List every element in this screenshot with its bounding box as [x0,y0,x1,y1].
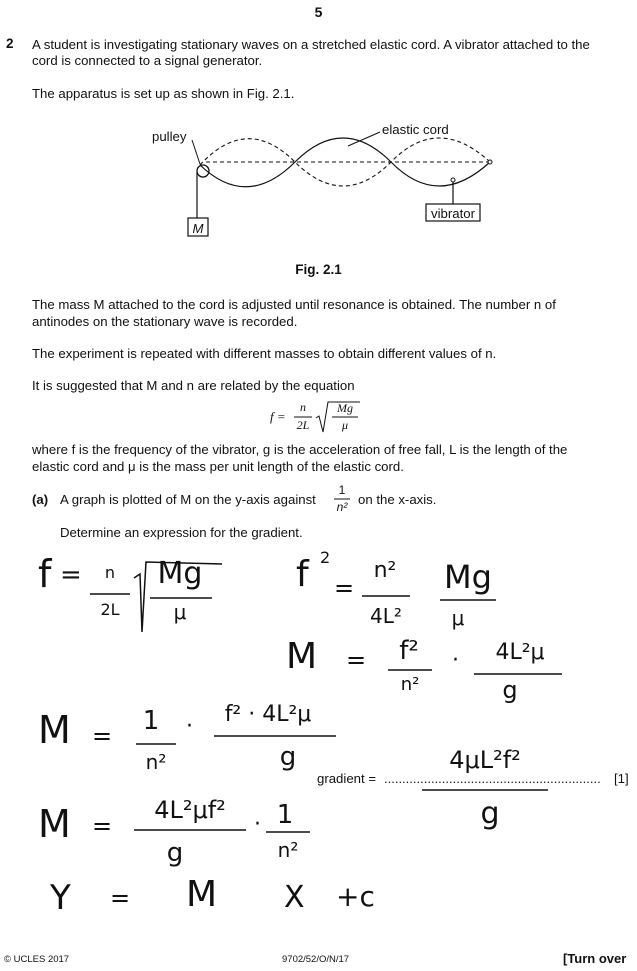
part-a-after: on the x-axis. [358,492,437,507]
footer-code: 9702/52/O/N/17 [282,954,350,965]
hw-r1-mu: μ [451,606,465,630]
eq-root-num: Mg [337,401,353,415]
mass-text-2: antinodes on the stationary wave is recorded. [32,314,298,329]
hw-l1-eq: = [60,560,82,590]
intro-line-1: A student is investigating stationary waves on a stretched elastic cord. A vibrator attached to the [32,37,590,52]
hw-l2-dot: · [186,714,193,739]
mass-text-1: The mass M attached to the cord is adjusted until resonance is obtained. The number n of [32,297,556,312]
figure-2-1 [140,112,500,252]
hw-r2-n2: n² [400,674,420,695]
hw-l1-n: n [104,563,116,582]
hw-r1-eq: = [334,574,355,602]
hw-l3-M: M [38,802,71,846]
turn-over: [Turn over [563,951,627,966]
eq-den: 2L [296,418,310,432]
setup-text: The apparatus is set up as shown in Fig. 2.1. [32,86,295,101]
footer-copyright: © UCLES 2017 [4,954,70,965]
intro-line-2: cord is connected to a signal generator. [32,53,263,68]
eq-lines [270,400,380,436]
hw-l3-g: g [166,838,184,868]
hw-r2-dot: · [452,648,459,673]
hw-l1-Mg: Mg [157,556,203,591]
gradient-label: gradient = [317,771,377,786]
page-number: 5 [314,4,323,20]
vibrator-attach [451,178,455,182]
pulley-leader [192,140,200,164]
hw-l3-num: 4L²μf² [154,796,226,824]
hw-r1-n2: n² [373,558,397,583]
vibrator-label: vibrator [431,206,475,221]
figure-caption: Fig. 2.1 [295,262,342,277]
where-text-1: where f is the frequency of the vibrator, g is the acceleration of free fall, L is the length of the [32,442,568,457]
part-a-text [60,491,316,508]
mass-label: M [192,221,204,236]
part-a-frac-num: 1 [338,483,346,497]
eq-num: n [300,400,306,414]
hw-r2-4L2mu: 4L²μ [495,640,545,665]
part-a-fraction [332,483,352,515]
hw-l2-M: M [38,708,71,752]
hw-l2-eq: = [92,722,113,750]
hw-l2-1: 1 [142,706,160,736]
hw-answer-num: 4μL²f² [449,746,521,774]
hw-l4-M: M [186,874,218,915]
equation [270,400,380,436]
suggest-text: It is suggested that M and n are related by the equation [32,378,355,393]
hw-l4-y: Y [50,878,71,918]
eq-root-den: μ [341,418,349,432]
elastic-cord-label: elastic cord [382,122,449,137]
hw-l3-eq: = [92,812,113,840]
hw-r2-g: g [502,676,518,704]
hw-l2-num: f² · 4L²μ [224,702,312,727]
hw-r1-4L2: 4L² [370,604,402,628]
hw-r1-f: f [296,554,309,595]
hw-l1-2L: 2L [100,600,120,619]
hw-l3-1: 1 [276,800,294,830]
hw-l4-eq: = [110,884,131,912]
hw-l3-n2: n² [277,838,299,862]
hw-l4-c: +c [336,880,375,913]
hw-l2-n2: n² [145,750,167,774]
marks: [1] [614,771,629,786]
pulley-label: pulley [152,129,187,144]
question-number: 2 [6,36,14,51]
part-a-frac-den: n² [336,500,348,514]
hw-r2-M: M [286,636,318,677]
where-text-2: elastic cord and μ is the mass per unit length of the elastic cord. [32,459,404,474]
hw-l1-mu: μ [173,600,187,624]
hw-l2-g: g [279,742,297,772]
part-a-instruction: Determine an expression for the gradient. [60,525,303,540]
hw-l3-dot: · [254,812,261,837]
hw-l4-x: X [284,880,305,915]
part-a-before: A graph is plotted of M on the y-axis against [60,492,316,507]
part-a-label: (a) [32,492,49,507]
hw-l1-f: f [38,552,52,596]
repeat-text: The experiment is repeated with different masses to obtain different values of n. [32,346,497,361]
hw-r2-eq: = [346,646,367,674]
hw-r1-sq: 2 [320,548,331,567]
hw-r2-f2: f² [399,636,419,666]
hw-r1-Mg: Mg [444,558,492,596]
hw-answer-g: g [480,796,500,831]
cord-end [488,160,492,164]
answer-dots[interactable]: ............................................................ [384,771,601,786]
eq-lhs: f = [270,409,286,424]
